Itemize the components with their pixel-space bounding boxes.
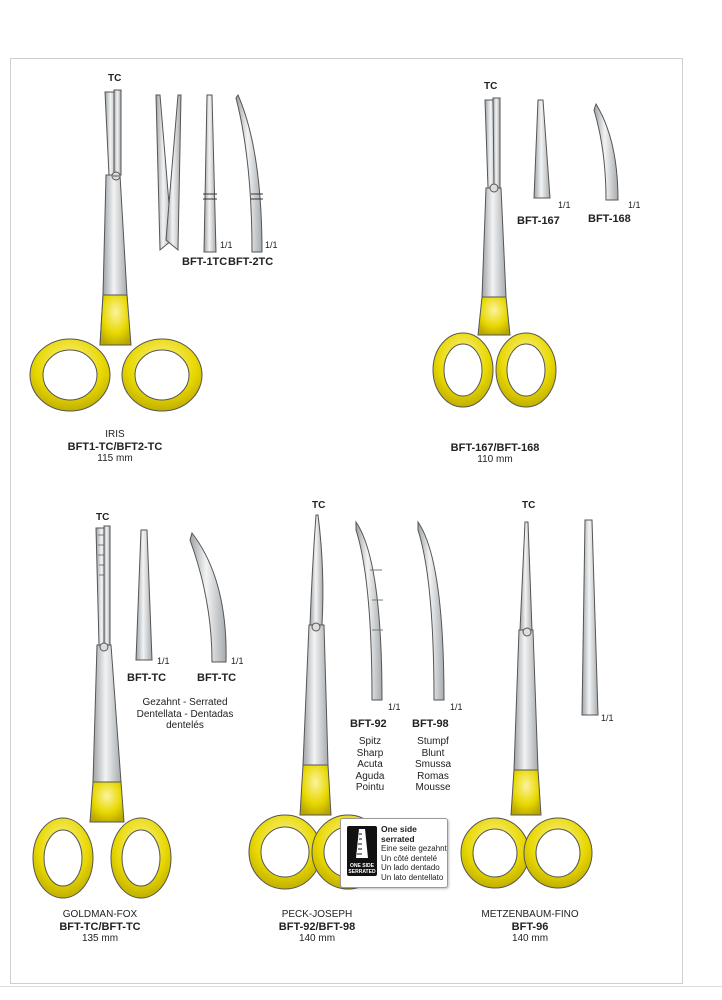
bft167-caption-size: 110 mm [477,454,513,465]
iris-tc-label: TC [108,73,122,84]
iris-code-b: BFT-2TC [228,256,274,268]
peck-caption-size: 140 mm [298,933,336,944]
goldman-tc-label: TC [96,512,110,523]
metz-detail-blade [582,520,598,715]
blade-icon [347,826,377,860]
badge-line: Un lado dentado [381,863,440,872]
sharp-term: Pointu [355,782,385,793]
peck-scale-b: 1/1 [450,702,463,712]
bft167-tc-label: TC [484,81,498,92]
peck-caption-codes: BFT-92/BFT-98 [278,921,356,933]
metz-tc-label: TC [522,500,536,511]
blunt-term: Romas [417,770,449,782]
badge-text [381,825,447,882]
metz-caption-size: 140 mm [511,933,549,944]
bft167-code-a: BFT-167 [517,215,560,227]
page-bottom-rule [0,986,722,987]
iris-caption [60,429,170,465]
badge-line: Un côté dentelé [381,853,438,863]
peck-sharp-terms [345,736,395,794]
bft167-detail-blades [534,100,618,200]
goldman-scale-b: 1/1 [231,656,244,666]
goldman-scale-a: 1/1 [157,656,170,666]
bft167-code-b: BFT-168 [588,213,631,225]
peck-code-b: BFT-98 [412,718,449,730]
serrated-line: Dentellata - Dentadas [136,708,234,720]
iris-caption-name: IRIS [105,429,125,440]
peck-tc-label: TC [312,500,326,511]
goldman-caption-name: GOLDMAN-FOX [62,909,138,920]
bft167-caption [440,442,550,466]
bft167-caption-codes: BFT-167/BFT-168 [450,442,540,454]
badge-line: Eine seite gezahnt [381,844,447,853]
iris-code-a: BFT-1TC [182,256,228,268]
iris-scale-a: 1/1 [220,240,233,250]
metz-caption-codes: BFT-96 [511,921,549,933]
badge-icon-text: ONE SIDE [350,863,374,869]
metz-scissors [461,522,592,888]
goldman-code-b: BFT-TC [197,672,237,684]
iris-caption-codes: BFT1-TC/BFT2-TC [67,441,163,453]
one-side-serrated-badge [340,818,448,888]
badge-line: Un lato dentellato [381,872,444,882]
metz-caption [470,909,590,945]
peck-code-a: BFT-92 [350,718,387,730]
blunt-term: Stumpf [417,736,449,747]
sharp-term: Acuta [357,759,383,770]
blunt-term: Mousse [415,782,451,793]
blunt-term: Smussa [414,759,452,770]
iris-detail-blades [156,95,263,252]
goldman-serrated-note [120,697,250,732]
goldman-caption-codes: BFT-TC/BFT-TC [59,921,141,933]
serrated-line: dentelés [166,720,204,731]
sharp-term: Sharp [356,747,384,759]
peck-detail-blades [356,522,444,700]
iris-caption-size: 115 mm [97,453,133,464]
sharp-term: Aguda [355,770,385,782]
serrated-line: Gezahnt - Serrated [142,697,228,708]
metz-caption-name: METZENBAUM-FINO [481,909,579,920]
goldman-detail-blades [136,530,226,662]
sharp-term: Spitz [358,736,382,747]
goldman-caption-size: 135 mm [81,933,119,944]
metz-scale-a: 1/1 [601,713,614,723]
iris-scale-b: 1/1 [265,240,278,250]
peck-caption [262,909,372,945]
peck-caption-name: PECK-JOSEPH [281,909,353,920]
goldman-caption [45,909,155,945]
badge-title: One side serrated [381,824,417,844]
serrated-blade-icon [347,826,377,876]
bft167-scale-b: 1/1 [628,200,641,210]
badge-icon-text: SERRATED [348,869,376,875]
peck-blunt-terms [408,736,458,794]
blunt-term: Blunt [421,747,445,759]
peck-scale-a: 1/1 [388,702,401,712]
goldman-code-a: BFT-TC [127,672,167,684]
bft167-scale-a: 1/1 [558,200,571,210]
